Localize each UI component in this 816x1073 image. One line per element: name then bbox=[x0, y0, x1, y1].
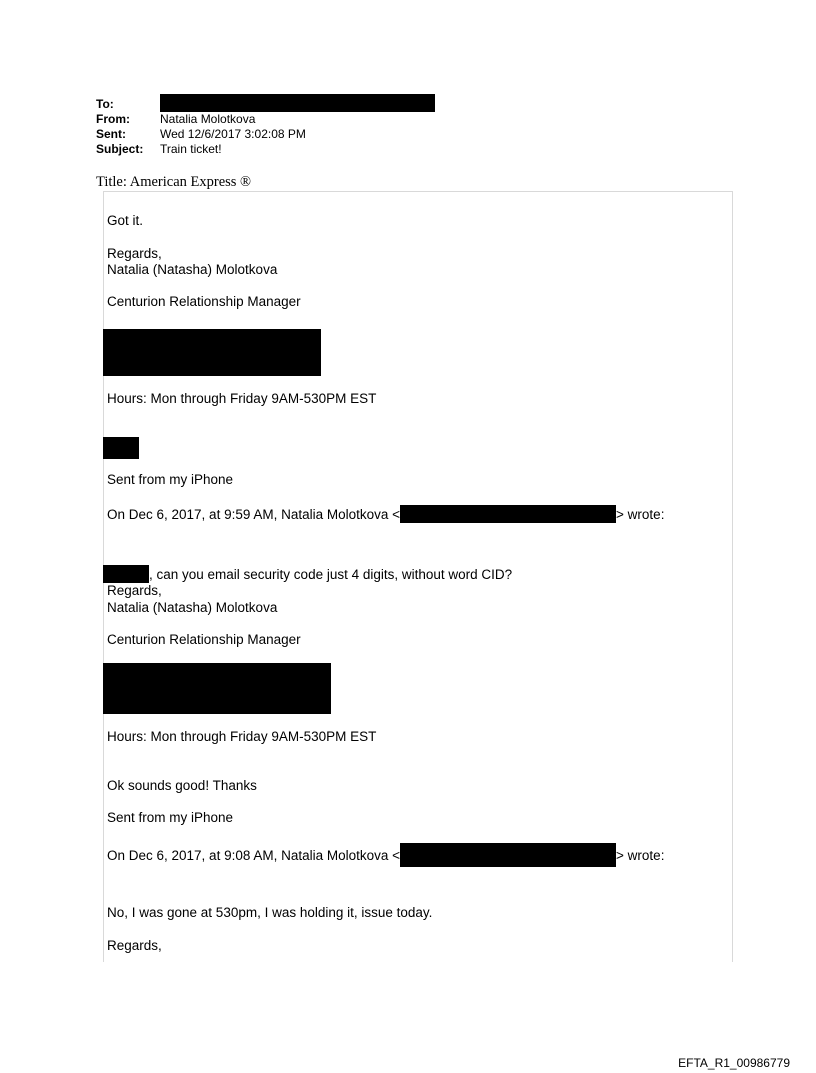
quote-prefix: On Dec 6, 2017, at 9:08 AM, Natalia Molotkova < bbox=[107, 848, 401, 863]
quote-line bbox=[107, 505, 664, 523]
signature-redaction bbox=[103, 663, 331, 714]
body-line: Natalia (Natasha) Molotkova bbox=[107, 600, 278, 615]
from-value: Natalia Molotkova bbox=[160, 112, 256, 126]
body-line: Regards, bbox=[107, 246, 162, 261]
to-label: To: bbox=[96, 97, 114, 111]
email-redaction bbox=[400, 505, 616, 523]
to-row bbox=[96, 97, 435, 112]
bates-number: EFTA_R1_00986779 bbox=[678, 1056, 790, 1070]
subject-row bbox=[96, 142, 435, 157]
body-line: Natalia (Natasha) Molotkova bbox=[107, 262, 278, 277]
subject-value: Train ticket! bbox=[160, 142, 222, 156]
sent-row bbox=[96, 127, 435, 142]
subject-label: Subject: bbox=[96, 142, 144, 156]
quote-suffix: > wrote: bbox=[616, 507, 665, 522]
signature-redaction bbox=[103, 329, 321, 376]
body-line: Centurion Relationship Manager bbox=[107, 294, 301, 309]
sent-value: Wed 12/6/2017 3:02:08 PM bbox=[160, 127, 306, 141]
quote-suffix: > wrote: bbox=[616, 848, 665, 863]
quote-prefix: On Dec 6, 2017, at 9:59 AM, Natalia Molotkova < bbox=[107, 507, 401, 522]
quote-line bbox=[107, 843, 664, 867]
body-line: , can you email security code just 4 digits, without word CID? bbox=[149, 567, 513, 582]
body-line: Regards, bbox=[107, 938, 162, 953]
email-header bbox=[96, 97, 435, 157]
from-label: From: bbox=[96, 112, 130, 126]
title-line: Title: American Express ® bbox=[96, 174, 252, 190]
body-line: No, I was gone at 530pm, I was holding it, issue today. bbox=[107, 905, 433, 920]
from-row bbox=[96, 112, 435, 127]
body-line: Hours: Mon through Friday 9AM-530PM EST bbox=[107, 729, 377, 744]
body-line: Hours: Mon through Friday 9AM-530PM EST bbox=[107, 391, 377, 406]
body-line: Ok sounds good! Thanks bbox=[107, 778, 257, 793]
body-line: Got it. bbox=[107, 213, 144, 228]
body-line: Sent from my iPhone bbox=[107, 810, 234, 825]
to-redaction bbox=[160, 94, 435, 112]
sent-label: Sent: bbox=[96, 127, 126, 141]
body-line: Sent from my iPhone bbox=[107, 472, 234, 487]
body-line: Regards, bbox=[107, 583, 162, 598]
redaction-block bbox=[103, 437, 139, 459]
body-line: Centurion Relationship Manager bbox=[107, 632, 301, 647]
email-redaction bbox=[400, 843, 616, 867]
name-redaction bbox=[103, 565, 149, 583]
